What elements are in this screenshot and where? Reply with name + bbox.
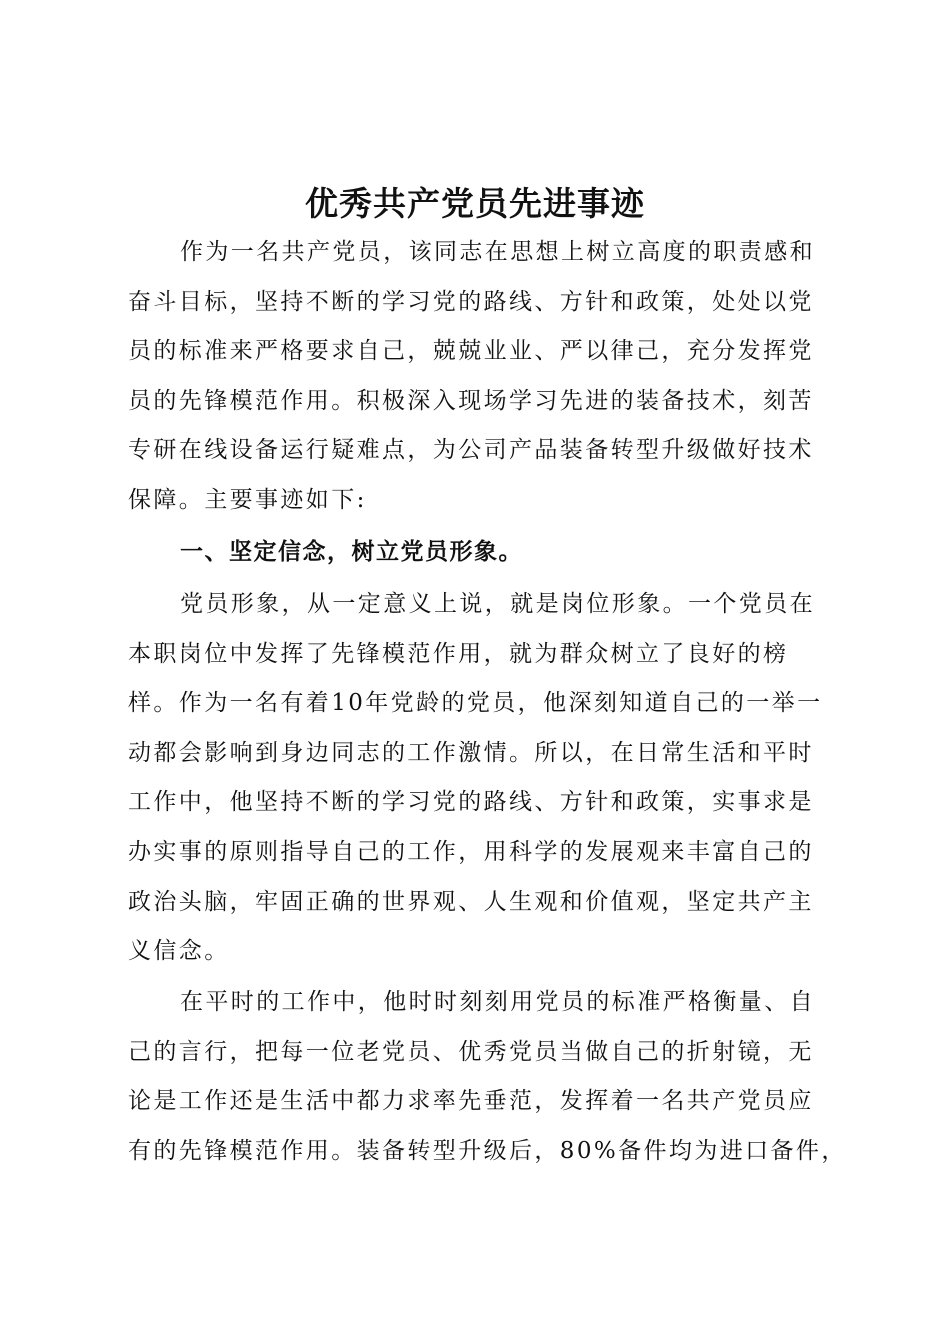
section-heading	[128, 528, 836, 578]
paragraph-intro	[128, 228, 836, 526]
text-line: 员的标准来严格要求自己，兢兢业业、严以律己，充分发挥党	[128, 338, 814, 365]
text-line: 动都会影响到身边同志的工作激情。所以，在日常生活和平时	[128, 739, 814, 766]
document-title: 优秀共产党员先进事迹	[305, 184, 645, 223]
text-line: 样。作为一名有着10年党龄的党员，他深刻知道自己的一举一	[128, 690, 823, 717]
text-line: 本职岗位中发挥了先锋模范作用，就为群众树立了良好的榜	[128, 640, 789, 667]
text-line: 保障。主要事迹如下:	[128, 486, 367, 513]
text-line: 己的言行，把每一位老党员、优秀党员当做自己的折射镜，无	[128, 1038, 814, 1065]
text-line: 奋斗目标，坚持不断的学习党的路线、方针和政策，处处以党	[128, 288, 814, 315]
text-line: 作为一名共产党员，该同志在思想上树立高度的职责感和	[180, 239, 815, 265]
text-line: 办实事的原则指导自己的工作，用科学的发展观来丰富自己的	[128, 838, 814, 865]
text-line: 有的先锋模范作用。装备转型升级后，80%备件均为进口备件，	[128, 1137, 847, 1164]
text-line: 政治头脑，牢固正确的世界观、人生观和价值观，坚定共产主	[128, 888, 814, 915]
text-line: 专研在线设备运行疑难点，为公司产品装备转型升级做好技术	[128, 437, 814, 464]
text-line: 义信念。	[128, 938, 230, 965]
text-line: 在平时的工作中，他时时刻刻用党员的标准严格衡量、自	[180, 989, 815, 1015]
paragraph-daily-work	[128, 978, 847, 1176]
text-line: 论是工作还是生活中都力求率先垂范，发挥着一名共产党员应	[128, 1088, 814, 1115]
section-heading-text: 一、坚定信念，树立党员形象。	[180, 539, 523, 565]
text-line: 工作中，他坚持不断的学习党的路线、方针和政策，实事求是	[128, 789, 814, 816]
paragraph-party-image	[128, 580, 836, 977]
text-line: 党员形象，从一定意义上说，就是岗位形象。一个党员在	[180, 591, 815, 617]
text-line: 员的先锋模范作用。积极深入现场学习先进的装备技术，刻苦	[128, 387, 814, 414]
